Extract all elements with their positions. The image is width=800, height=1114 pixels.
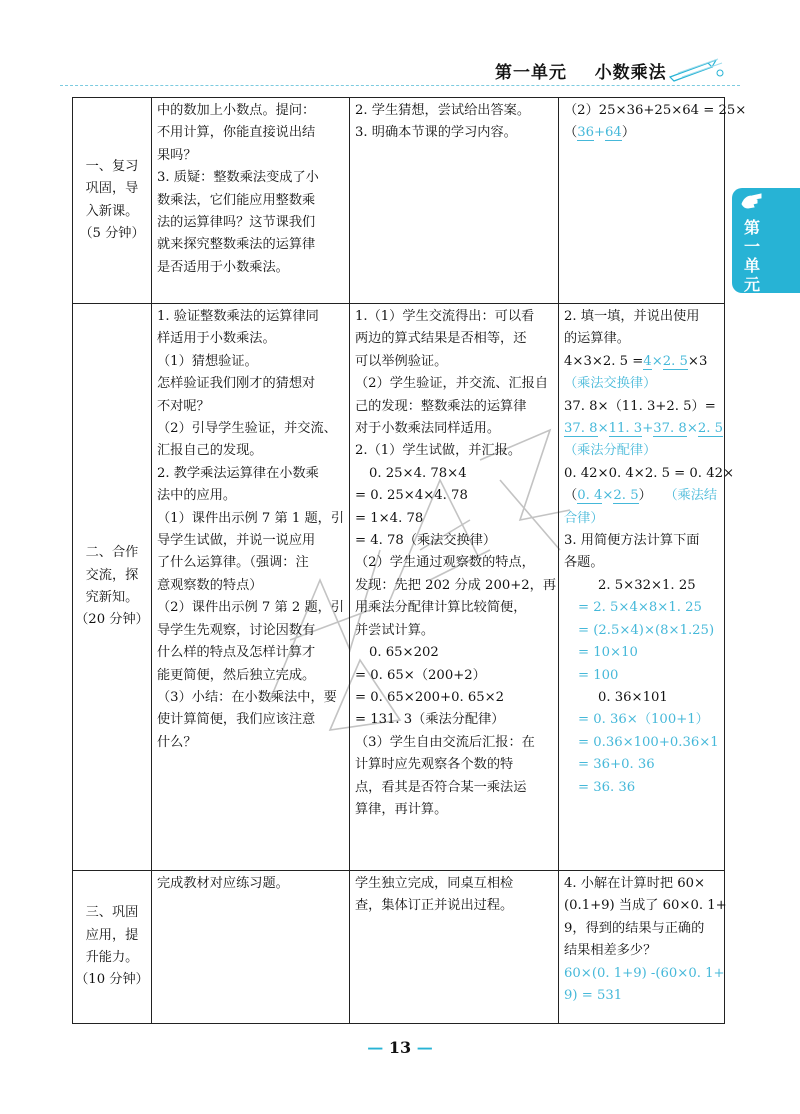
text-line: 是否适用于小数乘法。 [157, 259, 289, 275]
text-line: = 131. 3（乘法分配律） [355, 712, 505, 728]
text-line: 13 [388, 1038, 412, 1057]
teacher-activity-cell [152, 871, 350, 1024]
text-line: (0.1+9) 当成了 60×0. 1+ [564, 898, 727, 914]
text-line: 应用，提 [85, 927, 139, 943]
stage-cell [73, 304, 152, 871]
text-line: 0. 36×101 [598, 689, 668, 705]
answer-blank: 2. 5 [662, 353, 688, 369]
text-line: 4×3×2. 5 = [564, 353, 644, 369]
text-line: = 4. 78（乘法交换律） [355, 533, 497, 549]
text-line: 一、复习 [85, 158, 139, 174]
text-line: 0. 42×0. 4×2. 5 = 0. 42× [564, 465, 735, 481]
text-line: 使计算简便，我们应该注意 [157, 712, 316, 728]
text-line: 2. 5×32×1. 25 [598, 577, 696, 593]
exercise-cell [559, 304, 735, 871]
text-line: （2）课件出示例 7 第 2 题，引 [157, 600, 345, 616]
table-row [73, 304, 725, 871]
text-line: × [651, 353, 663, 369]
text-line: 巩固，导 [85, 181, 139, 197]
header-topic: 小数乘法 [594, 63, 667, 83]
text-line: 意观察数的特点） [157, 577, 263, 593]
text-line: 不对呢？ [157, 398, 210, 414]
text-line: 学生独立完成，同桌互相检 [355, 876, 514, 891]
side-unit-label: 第一单元 [743, 218, 760, 294]
text-line: 算律，再计算。 [355, 801, 448, 817]
text-line: = 0. 25×4×4. 78 [355, 488, 468, 504]
text-line: （2）引导学生验证，并交流、 [157, 421, 337, 437]
text-line: 3. 用简便方法计算下面 [564, 533, 700, 549]
text-line: 1. 验证整数乘法的运算律同 [157, 309, 319, 324]
text-line: 二、合作 [85, 545, 139, 561]
answer-text: 9) = 531 [564, 988, 623, 1004]
text-line: 能更简便，然后独立完成。 [157, 667, 316, 683]
text-line: 升能力。 [85, 950, 139, 965]
table-row [73, 98, 725, 304]
text-line: 0. 25×4. 78×4 [369, 465, 467, 481]
header-unit: 第一单元 [495, 63, 567, 83]
text-line: = 0. 36×（100+1） [578, 712, 709, 728]
text-line: 不用计算，你能直接说出结 [157, 125, 316, 141]
text-line: （3）小结：在小数乘法中，要 [157, 689, 337, 705]
hand-icon [739, 190, 765, 212]
lesson-plan-table [72, 97, 747, 1024]
text-line: （5 分钟） [79, 225, 145, 241]
text-line: ×3 [687, 353, 708, 369]
text-line: = 36. 36 [578, 779, 636, 795]
text-line: 可以举例验证。 [355, 353, 448, 369]
text-line: 什么？ [157, 734, 197, 750]
text-line: = 100 [578, 667, 619, 683]
text-line: 3. 明确本节课的学习内容。 [355, 125, 517, 141]
text-line: 怎样验证我们刚才的猜想对 [157, 376, 316, 392]
text-line: 入新课。 [85, 203, 139, 219]
pencil-decoration-icon [668, 55, 728, 85]
text-line: ） [638, 488, 652, 504]
text-line: 各题。 [564, 555, 604, 571]
exercise-cell [559, 98, 747, 304]
answer-law: （乘法分配律） [564, 443, 657, 459]
text-line: （ [564, 125, 578, 141]
text-line: 什么样的特点及怎样计算才 [157, 645, 316, 661]
text-line: + [593, 125, 606, 141]
answer-blank: 36 [577, 125, 594, 141]
answer-blank: 64 [605, 125, 622, 141]
text-line: 计算时应先观察各个数的特 [355, 757, 514, 773]
page-header [0, 0, 800, 100]
text-line: = 0. 65×（200+2） [355, 667, 486, 683]
text-line: 究新知。 [85, 590, 139, 605]
table-row [73, 871, 725, 1024]
text-line: （3）学生自由交流后汇报：在 [355, 734, 535, 750]
text-line: = 0. 65×200+0. 65×2 [355, 689, 505, 705]
text-line: （1）猜想验证。 [157, 353, 258, 369]
text-line: 数乘法，它们能应用整数乘 [157, 192, 316, 208]
text-line: = 2. 5×4×8×1. 25 [578, 600, 702, 616]
text-line: 中的数加上小数点。提问： [157, 103, 316, 118]
text-line: = 10×10 [578, 645, 638, 661]
text-line: （1）课件出示例 7 第 1 题，引 [157, 510, 345, 526]
text-line: 交流，探 [85, 567, 139, 583]
text-line: 2. 5 [697, 421, 724, 437]
text-line: 两边的算式结果是否相等，还 [355, 331, 527, 347]
teacher-activity-cell [152, 98, 350, 304]
text-line: × [602, 488, 614, 504]
text-line: ） [621, 125, 635, 141]
text-line: 37. 8 [564, 421, 598, 437]
text-line: 3. 质疑：整数乘法变成了小 [157, 170, 319, 186]
answer-text: 60×(0. 1+9) -(60×0. 1+ [564, 965, 725, 981]
text-line: （ [564, 488, 578, 504]
header-title [495, 58, 667, 83]
text-line: 导学生试做，并说一说应用 [157, 533, 316, 549]
text-line: 发现：先把 202 分成 200+2，再 [355, 577, 557, 593]
answer-blank: 4 [643, 353, 652, 369]
text-line: = 36+0. 36 [578, 757, 655, 773]
text-line: 0. 65×202 [369, 645, 439, 661]
text-line: 了什么运算律。（强调：注 [157, 555, 309, 571]
text-line: 0. 4 [577, 488, 603, 504]
text-line: （2）学生通过观察数的特点， [355, 555, 535, 571]
text-line: 的运算律。 [564, 331, 630, 347]
text-line: 己的发现：整数乘法的运算律 [355, 398, 527, 414]
text-line: （乘法结 [664, 488, 718, 504]
student-activity-cell [350, 304, 559, 871]
text-line: × [686, 421, 698, 437]
text-line: 果吗？ [157, 147, 197, 163]
exercise-cell [559, 871, 725, 1024]
text-line: = (2.5×4)×(8×1.25) [578, 622, 715, 638]
text-line: 合律） [564, 510, 604, 526]
text-line: （10 分钟） [75, 972, 149, 988]
text-line: （2）25×36+25×64 = 25× [564, 103, 747, 118]
text-line: 2. 学生猜想，尝试给出答案。 [355, 103, 531, 118]
stage-cell [73, 871, 152, 1024]
answer-law: （乘法交换律） [564, 376, 657, 392]
text-line: = 1×4. 78 [355, 510, 424, 526]
text-line: = 0.36×100+0.36×1 [578, 734, 719, 750]
text-line: （20 分钟） [75, 612, 149, 628]
text-line: 并尝试计算。 [355, 622, 435, 638]
text-line: 37. 8 [653, 421, 687, 437]
student-activity-cell [350, 98, 559, 304]
text-line: 点，看其是否符合某一乘法运 [355, 779, 527, 795]
text-line: 4. 小解在计算时把 60× [564, 876, 706, 891]
text-line: 结果相差多少？ [564, 943, 657, 959]
text-line: 2.（1）学生试做，并汇报。 [355, 443, 522, 459]
text-line: 汇报自己的发现。 [157, 443, 263, 459]
text-line: 用乘法分配律计算比较简便， [355, 600, 527, 616]
student-activity-cell [350, 871, 559, 1024]
text-line: 法中的应用。 [157, 488, 237, 504]
text-line: 2. 填一填，并说出使用 [564, 309, 700, 324]
text-line: 37. 8×（11. 3+2. 5）= [564, 398, 716, 414]
page-number: — 13 — [367, 1038, 433, 1057]
text-line: 对于小数乘法同样适用。 [355, 421, 501, 437]
text-line: 1.（1）学生交流得出：可以看 [355, 309, 535, 324]
text-line: 样适用于小数乘法。 [157, 331, 276, 347]
text-line: × [597, 421, 609, 437]
teacher-activity-cell [152, 304, 350, 871]
text-line: 9，得到的结果与正确的 [564, 920, 705, 936]
text-line: 2. 教学乘法运算律在小数乘 [157, 465, 319, 481]
text-line: 就来探究整数乘法的运算律 [157, 237, 316, 253]
text-line: 2. 5 [613, 488, 639, 504]
text-line: 三、巩固 [85, 905, 139, 921]
text-line: 导学生先观察，讨论因数有 [157, 622, 316, 638]
text-line: 法的运算律吗？这节课我们 [157, 215, 316, 231]
text-line: 查，集体订正并说出过程。 [355, 898, 514, 914]
text-line: 11. 3 [608, 421, 643, 437]
text-line: 完成教材对应练习题。 [157, 876, 289, 891]
text-line: + [642, 421, 654, 437]
stage-cell [73, 98, 152, 304]
header-rule [60, 85, 740, 86]
text-line: （2）学生验证，并交流、汇报自 [355, 376, 549, 392]
